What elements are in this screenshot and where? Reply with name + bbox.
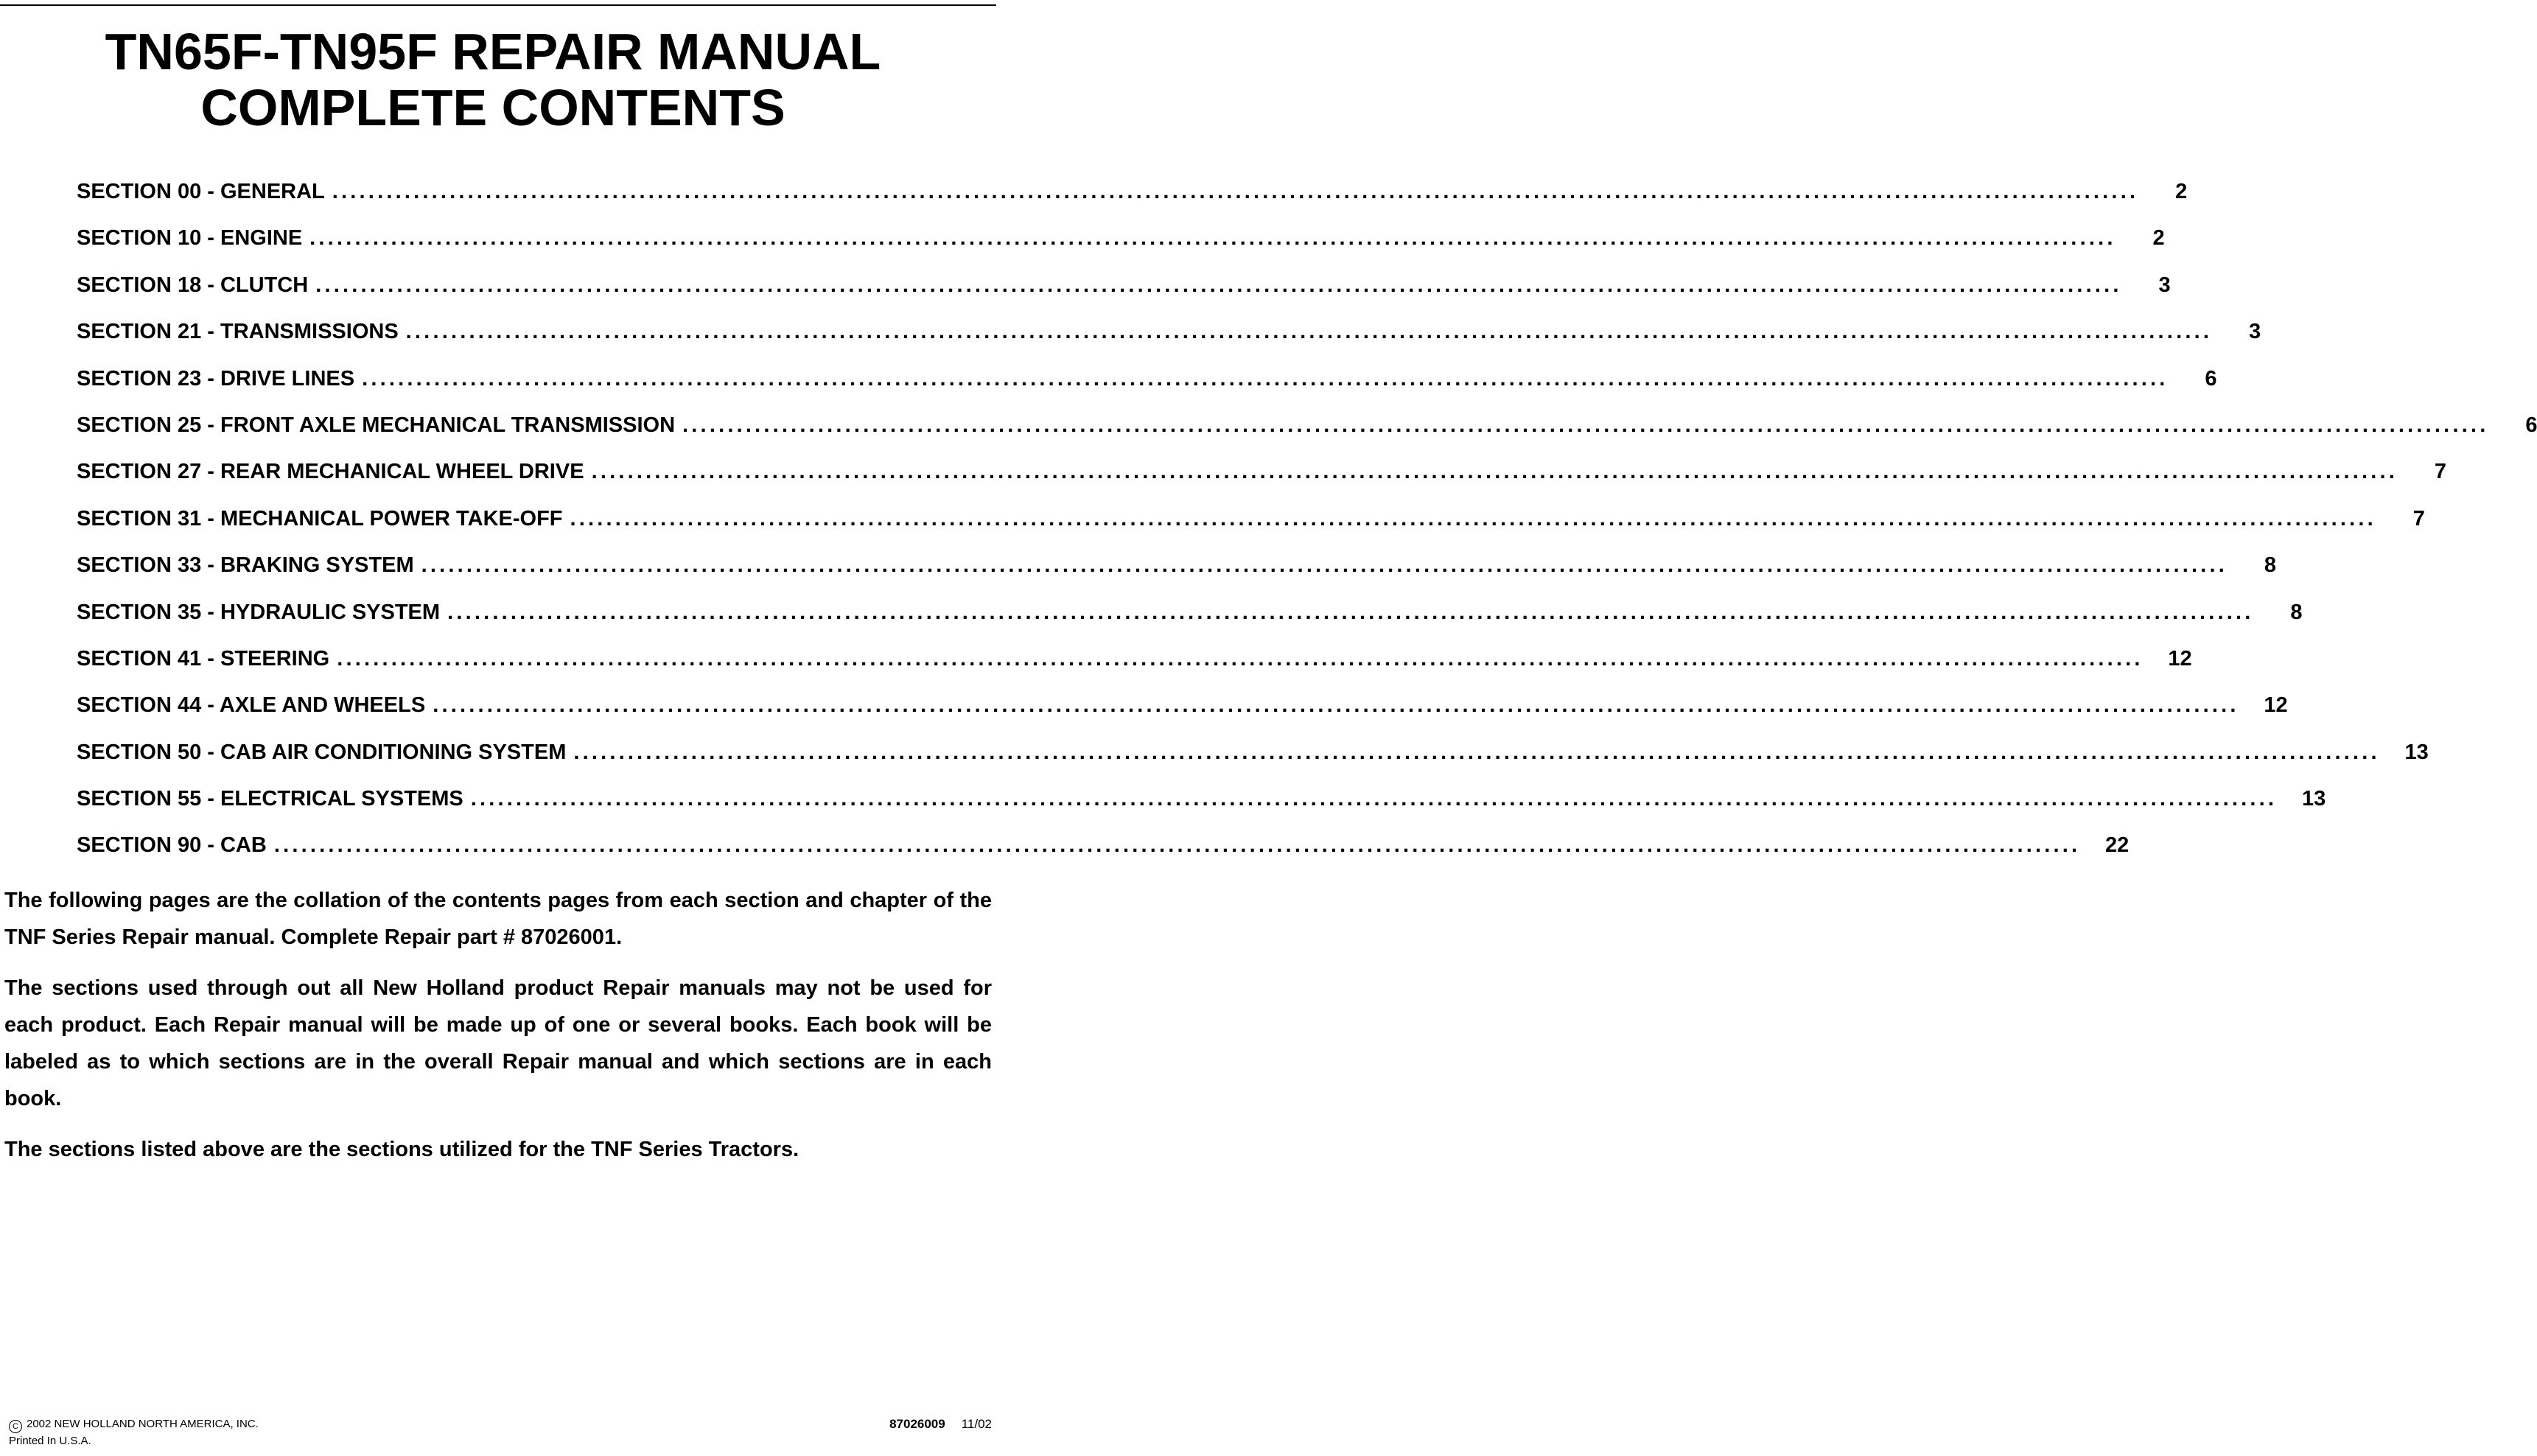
part-number: 87026009 xyxy=(889,1417,945,1431)
toc-entry-page: 22 xyxy=(2105,833,2130,858)
toc-entry-label: SECTION 33 - BRAKING SYSTEM xyxy=(77,550,421,580)
toc-dot-leader: ........................................................................................................................................................................................................ xyxy=(273,833,2081,858)
toc-entry-page: 2 xyxy=(2152,226,2165,251)
toc-entry xyxy=(77,410,2537,457)
toc-entry xyxy=(77,550,2277,597)
toc-entry-label: SECTION 31 - MECHANICAL POWER TAKE-OFF xyxy=(77,504,570,533)
copyright-line xyxy=(9,1416,259,1433)
toc-entry xyxy=(77,457,2446,503)
toc-dot-leader: ........................................................................................................................................................................................................ xyxy=(433,693,2239,718)
toc-entry xyxy=(77,177,2188,223)
toc-entry-label: SECTION 00 - GENERAL xyxy=(77,177,332,206)
toc-entry-label: SECTION 90 - CAB xyxy=(77,830,274,860)
toc-entry-label: SECTION 10 - ENGINE xyxy=(77,223,309,253)
toc-entry xyxy=(77,830,2130,877)
toc-entry xyxy=(77,738,2429,784)
toc-entry xyxy=(77,784,2326,830)
toc-entry-page: 7 xyxy=(2412,506,2425,531)
toc-entry-page: 3 xyxy=(2158,273,2171,297)
sections-note-paragraph: The sections used through out all New Holland product Repair manuals may not be used for each product. Each Repair manual will be made up of one or several books. Each book will be labeled as to which sections are in the overall Repair manual and which sections are in each book. xyxy=(4,976,992,1110)
toc-entry-page: 8 xyxy=(2290,600,2303,624)
sections-utilized-paragraph: The sections listed above are the sections utilized for the TNF Series Tractors. xyxy=(4,1138,799,1161)
toc-entry-label: SECTION 21 - TRANSMISSIONS xyxy=(77,317,406,346)
toc-entry-page: 12 xyxy=(2168,646,2192,671)
toc-entry-label: SECTION 35 - HYDRAULIC SYSTEM xyxy=(77,598,447,627)
toc-dot-leader: ........................................................................................................................................................................................................ xyxy=(315,273,2122,297)
page-title xyxy=(0,24,991,136)
toc-entry-page: 7 xyxy=(2434,460,2446,484)
toc-dot-leader: ........................................................................................................................................................................................................ xyxy=(470,787,2278,811)
printed-in-text: Printed In U.S.A. xyxy=(9,1435,91,1447)
toc-dot-leader: ........................................................................................................................................................................................................ xyxy=(591,460,2398,484)
toc-dot-leader: ........................................................................................................................................................................................................ xyxy=(337,646,2144,671)
toc-dot-leader: ........................................................................................................................................................................................................ xyxy=(682,413,2489,437)
toc-entry xyxy=(77,364,2217,410)
toc-entry xyxy=(77,644,2192,690)
intro-paragraph: The following pages are the collation of the contents pages from each section and chapter of the TNF Series Repair manual. Complete Repair part # 87026001. xyxy=(4,889,992,949)
footer-right xyxy=(889,1416,992,1432)
toc-entry-label: SECTION 18 - CLUTCH xyxy=(77,270,315,300)
toc-entry-label: SECTION 50 - CAB AIR CONDITIONING SYSTEM xyxy=(77,738,573,767)
footer-left xyxy=(9,1416,259,1449)
toc-entry-page: 3 xyxy=(2248,320,2261,344)
toc-dot-leader: ........................................................................................................................................................................................................ xyxy=(332,180,2139,203)
toc-entry xyxy=(77,317,2261,363)
copyright-text: 2002 NEW HOLLAND NORTH AMERICA, INC. xyxy=(27,1418,259,1430)
toc-dot-leader: ........................................................................................................................................................................................................ xyxy=(570,506,2376,531)
toc-entry xyxy=(77,598,2303,644)
table-of-contents xyxy=(77,177,2537,878)
toc-entry-label: SECTION 44 - AXLE AND WHEELS xyxy=(77,690,433,720)
copyright-icon: C xyxy=(9,1420,22,1433)
toc-entry-label: SECTION 27 - REAR MECHANICAL WHEEL DRIVE xyxy=(77,457,592,486)
toc-dot-leader: ........................................................................................................................................................................................................ xyxy=(405,320,2213,344)
toc-entry-label: SECTION 55 - ELECTRICAL SYSTEMS xyxy=(77,784,471,813)
toc-entry-page: 8 xyxy=(2264,553,2277,578)
toc-entry-page: 12 xyxy=(2264,693,2288,718)
toc-dot-leader: ........................................................................................................................................................................................................ xyxy=(421,553,2228,578)
toc-entry-page: 2 xyxy=(2175,180,2188,203)
toc-dot-leader: ........................................................................................................................................................................................................ xyxy=(362,366,2169,391)
toc-dot-leader: ........................................................................................................................................................................................................ xyxy=(309,226,2116,251)
toc-entry xyxy=(77,690,2288,737)
toc-entry-page: 6 xyxy=(2525,413,2537,437)
toc-entry-page: 13 xyxy=(2301,787,2326,811)
toc-entry xyxy=(77,504,2425,550)
toc-entry xyxy=(77,223,2165,270)
top-rule xyxy=(0,4,996,6)
print-date: 11/02 xyxy=(961,1417,992,1431)
toc-entry-page: 6 xyxy=(2205,366,2217,391)
toc-dot-leader: ........................................................................................................................................................................................................ xyxy=(573,740,2380,764)
toc-entry-label: SECTION 25 - FRONT AXLE MECHANICAL TRANSMISSION xyxy=(77,410,682,440)
toc-entry-label: SECTION 41 - STEERING xyxy=(77,644,337,673)
toc-entry-page: 13 xyxy=(2404,740,2429,764)
toc-entry-label: SECTION 23 - DRIVE LINES xyxy=(77,364,362,393)
toc-entry xyxy=(77,270,2171,317)
title-line-1: TN65F-TN95F REPAIR MANUAL xyxy=(105,23,881,80)
title-line-2: COMPLETE CONTENTS xyxy=(200,79,785,136)
toc-dot-leader: ........................................................................................................................................................................................................ xyxy=(447,600,2254,624)
